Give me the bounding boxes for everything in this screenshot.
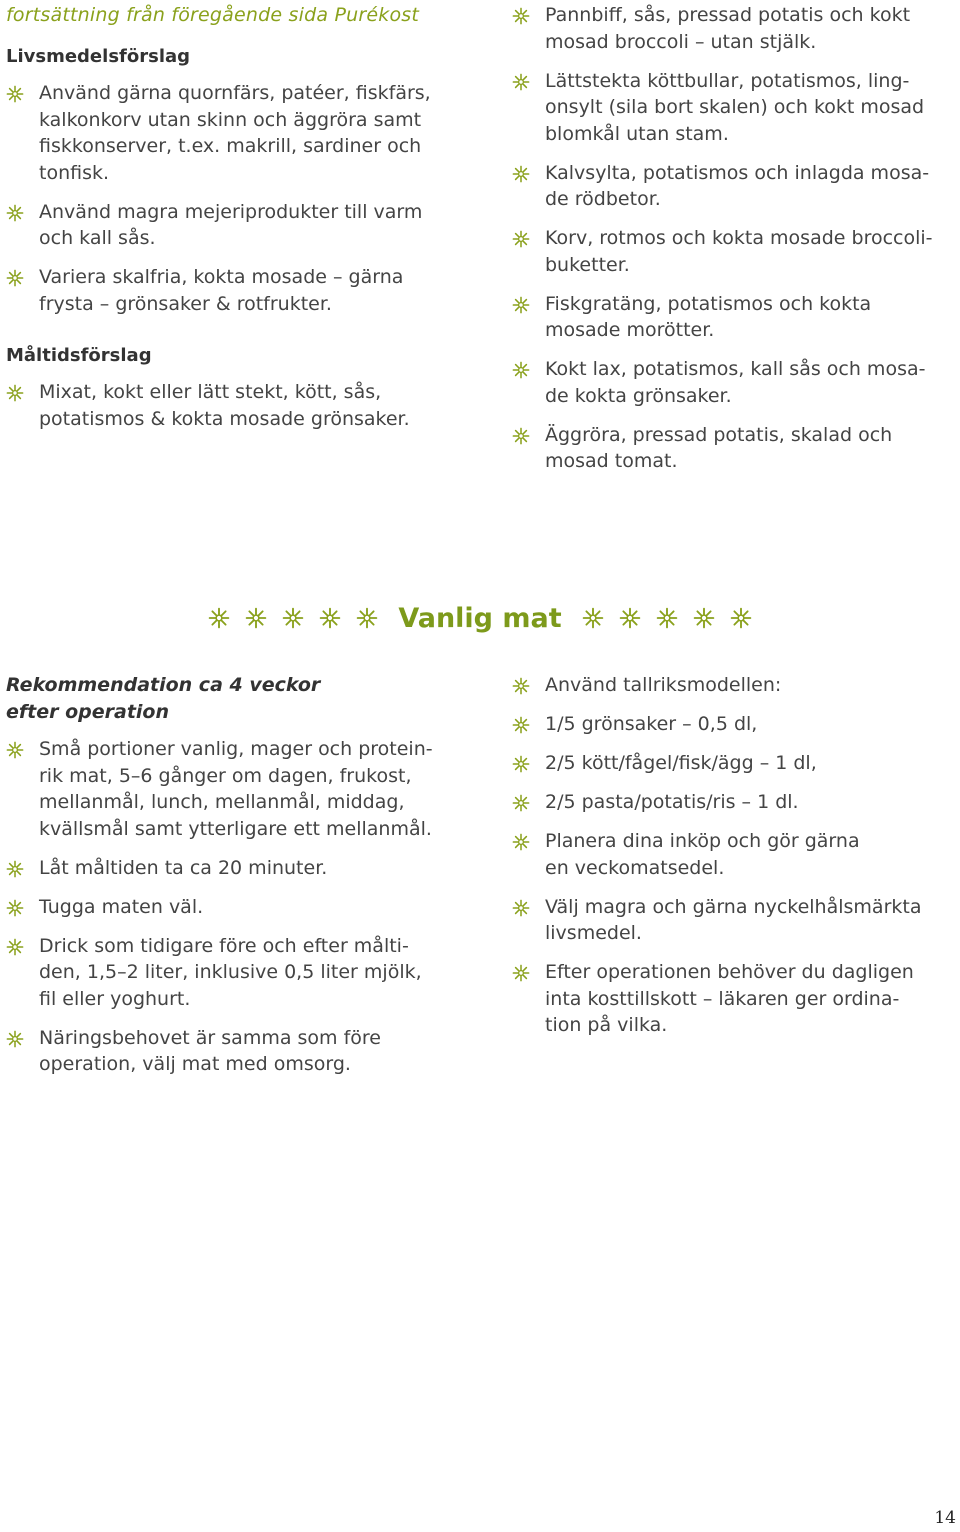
asterisk-icon bbox=[512, 72, 530, 90]
asterisk-icon bbox=[512, 360, 530, 378]
continued-note: fortsättning från föregående sida Purékost bbox=[6, 4, 420, 26]
asterisk-icon bbox=[512, 164, 530, 182]
plate-model-list bbox=[512, 672, 952, 1039]
list-item-text: Variera skalfria, kokta mosade – gärna frysta – grönsaker & rotfrukter. bbox=[39, 266, 404, 315]
list-item-text: Äggröra, pressad potatis, skalad och mosad tomat. bbox=[545, 423, 893, 472]
asterisk-icon bbox=[208, 607, 230, 629]
asterisk-icon bbox=[356, 607, 378, 629]
asterisk-icon bbox=[6, 84, 24, 102]
list-item-text: 2/5 pasta/potatis/ris – 1 dl. bbox=[545, 791, 799, 813]
list-item bbox=[512, 750, 952, 777]
recommendation-list bbox=[6, 736, 456, 1078]
list-item bbox=[512, 711, 952, 738]
asterisk-icon bbox=[6, 898, 24, 916]
asterisk-icon bbox=[6, 268, 24, 286]
asterisk-icon bbox=[512, 426, 530, 444]
list-item bbox=[512, 672, 952, 699]
list-item-text: Fiskgratäng, potatismos och kokta mosade morötter. bbox=[545, 292, 872, 341]
list-item-text: Lättstekta köttbullar, potatismos, ling- onsylt (sila bort skalen) och kokt mosad blomkål utan stam. bbox=[545, 69, 925, 145]
asterisk-icon bbox=[512, 715, 530, 733]
asterisk-icon bbox=[512, 676, 530, 694]
list-item bbox=[512, 2, 952, 55]
asterisk-icon bbox=[512, 754, 530, 772]
list-item-text: Tugga maten väl. bbox=[39, 895, 204, 918]
top-right-column bbox=[512, 2, 952, 487]
recommendation-heading bbox=[6, 672, 456, 726]
asterisk-icon bbox=[512, 832, 530, 850]
recommendation-heading-line2: efter operation bbox=[6, 701, 170, 723]
bottom-right-column bbox=[512, 672, 952, 1051]
section-banner bbox=[0, 596, 960, 640]
asterisk-icon bbox=[693, 607, 715, 629]
list-item-text: 2/5 kött/fågel/fisk/ägg – 1 dl, bbox=[545, 752, 817, 774]
list-item-text: Näringsbehovet är samma som före operation, välj mat med omsorg. bbox=[39, 1026, 381, 1075]
list-item bbox=[512, 828, 952, 881]
list-item bbox=[512, 68, 952, 148]
list-item bbox=[512, 225, 952, 278]
asterisk-icon bbox=[6, 203, 24, 221]
list-item-text: Planera dina inköp och gör gärna en veckomatsedel. bbox=[545, 830, 860, 879]
asterisk-icon bbox=[512, 229, 530, 247]
asterisk-icon bbox=[656, 607, 678, 629]
list-item-text: Kalvsylta, potatismos och inlagda mosa- de rödbetor. bbox=[545, 161, 930, 210]
list-item bbox=[6, 933, 456, 1013]
banner-stars-left bbox=[208, 607, 378, 629]
list-item bbox=[6, 736, 456, 842]
list-item-text: Välj magra och gärna nyckelhålsmärkta livsmedel. bbox=[545, 895, 922, 944]
list-item-text: Använd gärna quornfärs, patéer, fiskfärs, kalkonkorv utan skinn och äggröra samt fiskkonserver, t.ex. makrill, sardiner och tonfisk. bbox=[39, 82, 431, 184]
meal-examples-list bbox=[512, 2, 952, 475]
asterisk-icon bbox=[6, 1029, 24, 1047]
list-item bbox=[512, 291, 952, 344]
list-item bbox=[6, 894, 456, 921]
asterisk-icon bbox=[619, 607, 641, 629]
asterisk-icon bbox=[512, 295, 530, 313]
list-item-text: Låt måltiden ta ca 20 minuter. bbox=[39, 856, 328, 879]
section-title: Vanlig mat bbox=[398, 602, 562, 634]
list-item bbox=[512, 959, 952, 1039]
list-item-text: Använd tallriksmodellen: bbox=[545, 674, 782, 696]
asterisk-icon bbox=[582, 607, 604, 629]
page-number: 14 bbox=[934, 1508, 956, 1528]
asterisk-icon bbox=[6, 383, 24, 401]
list-item bbox=[6, 1025, 456, 1078]
asterisk-icon bbox=[6, 740, 24, 758]
asterisk-icon bbox=[730, 607, 752, 629]
list-item bbox=[512, 160, 952, 213]
list-item bbox=[512, 422, 952, 475]
list-item-text: Efter operationen behöver du dagligen inta kosttillskott – läkaren ger ordina- tion på vilka. bbox=[545, 961, 914, 1036]
asterisk-icon bbox=[282, 607, 304, 629]
asterisk-icon bbox=[512, 6, 530, 24]
banner-stars-right bbox=[582, 607, 752, 629]
asterisk-icon bbox=[245, 607, 267, 629]
asterisk-icon bbox=[512, 898, 530, 916]
livsmedel-list bbox=[6, 80, 456, 317]
asterisk-icon bbox=[6, 859, 24, 877]
heading-maltidsforslag: Måltidsförslag bbox=[6, 345, 152, 366]
list-item bbox=[6, 80, 456, 186]
list-item-text: Pannbiff, sås, pressad potatis och kokt mosad broccoli – utan stjälk. bbox=[545, 4, 911, 53]
list-item-text: Kokt lax, potatismos, kall sås och mosa- de kokta grönsaker. bbox=[545, 358, 926, 407]
heading-livsmedelsforslag: Livsmedelsförslag bbox=[6, 46, 191, 67]
asterisk-icon bbox=[512, 793, 530, 811]
list-item bbox=[6, 379, 456, 432]
list-item bbox=[6, 264, 456, 317]
list-item bbox=[6, 199, 456, 252]
bottom-left-column bbox=[6, 672, 456, 1090]
recommendation-heading-line1: Rekommendation ca 4 veckor bbox=[6, 674, 321, 696]
list-item bbox=[512, 894, 952, 947]
list-item-text: Mixat, kokt eller lätt stekt, kött, sås, potatismos & kokta mosade grönsaker. bbox=[39, 381, 410, 430]
list-item bbox=[512, 356, 952, 409]
list-item-text: Korv, rotmos och kokta mosade broccoli- buketter. bbox=[545, 227, 933, 276]
list-item-text: Drick som tidigare före och efter målti- den, 1,5–2 liter, inklusive 0,5 liter mjölk, fil eller yoghurt. bbox=[39, 934, 422, 1010]
list-item bbox=[6, 855, 456, 882]
list-item-text: Använd magra mejeriprodukter till varm och kall sås. bbox=[39, 200, 423, 249]
asterisk-icon bbox=[6, 937, 24, 955]
asterisk-icon bbox=[512, 963, 530, 981]
asterisk-icon bbox=[319, 607, 341, 629]
list-item bbox=[512, 789, 952, 816]
top-left-column bbox=[6, 2, 456, 445]
maltid-list bbox=[6, 379, 456, 432]
list-item-text: 1/5 grönsaker – 0,5 dl, bbox=[545, 713, 758, 735]
list-item-text: Små portioner vanlig, mager och protein- rik mat, 5–6 gånger om dagen, frukost, mellanmål, lunch, mellanmål, middag, kvällsmål samt ytterligare ett mellanmål. bbox=[39, 738, 433, 840]
